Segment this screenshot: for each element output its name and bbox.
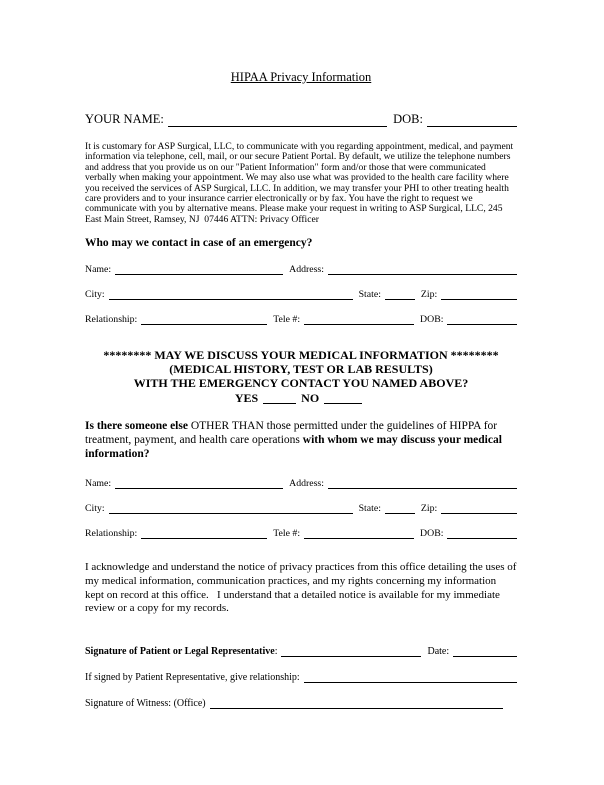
your-name-blank-line [168, 124, 387, 127]
yes-blank-line [263, 401, 296, 404]
other-dob-blank-line [447, 536, 517, 539]
yes-label: YES [234, 391, 259, 406]
other-relationship-label: Relationship: [85, 528, 138, 540]
emergency-name-address-row [85, 264, 517, 276]
other-city-state-zip-row [85, 503, 517, 515]
emergency-zip-label: Zip: [420, 289, 438, 301]
emergency-dob-blank-line [447, 322, 517, 325]
witness-signature-row [85, 698, 517, 710]
discuss-line-1: ******** MAY WE DISCUSS YOUR MEDICAL INFORMATION ******** [103, 348, 499, 363]
emergency-relationship-label: Relationship: [85, 314, 138, 326]
intro-paragraph: It is customary for ASP Surgical, LLC, to communicate with you regarding appointment, medical, and payment information via telephone, cell, mail, or our secure Patient Portal. By default, we utilize the telephone numbers and address that you provide us on our "Patient Information" form and/or those that were communicated verbally when making your appointment. We may also use what was provided to the health care facility where you received the services of ASP Surgical, LLC. In addition, we may transfer your PHI to other treating health care providers and to your insurance carrier electronically or by fax. You have the right to request we communicate with you by alternative means. Please make your request in writing to ASP Surgical, LLC, 245 East Main Street, Ramsey, NJ 07446 ATTN: Privacy Officer [85, 141, 516, 225]
other-question-regular: OTHER THAN those permitted under the guidelines of HIPPA for treatment, payment, and health care operations [85, 420, 501, 447]
patient-signature-colon: : [274, 646, 278, 658]
other-name-label: Name: [85, 478, 112, 490]
other-question-bold-start: Is there someone else [85, 420, 188, 433]
patient-signature-row [85, 646, 517, 658]
emergency-city-blank-line [109, 297, 353, 300]
other-contact-question [85, 419, 517, 461]
emergency-relationship-tele-dob-row [85, 314, 517, 326]
other-state-label: State: [358, 503, 381, 515]
emergency-state-blank-line [385, 297, 415, 300]
emergency-address-label: Address: [289, 264, 324, 276]
other-city-label: City: [85, 503, 105, 515]
other-name-address-row [85, 478, 517, 490]
other-address-label: Address: [289, 478, 324, 490]
discuss-line-3: WITH THE EMERGENCY CONTACT YOU NAMED ABOVE? [133, 376, 469, 391]
other-question-bold-end: with whom we may discuss your medical information? [85, 434, 505, 461]
emergency-name-label: Name: [85, 264, 112, 276]
your-dob-label: DOB: [393, 112, 423, 126]
emergency-city-state-zip-row [85, 289, 517, 301]
other-relationship-blank-line [141, 536, 267, 539]
emergency-tele-blank-line [304, 322, 414, 325]
representative-relationship-blank-line [304, 680, 517, 683]
other-dob-label: DOB: [420, 528, 444, 540]
emergency-relationship-blank-line [141, 322, 267, 325]
discuss-line-2: (MEDICAL HISTORY, TEST OR LAB RESULTS) [169, 362, 433, 377]
no-label: NO [301, 391, 320, 406]
emergency-address-blank-line [328, 272, 517, 275]
other-zip-label: Zip: [420, 503, 438, 515]
no-blank-line [324, 401, 362, 404]
emergency-city-label: City: [85, 289, 105, 301]
signature-date-blank-line [453, 654, 517, 657]
witness-signature-label: Signature of Witness: (Office) [85, 698, 206, 710]
other-relationship-tele-dob-row [85, 528, 517, 540]
discuss-consent-block [85, 348, 517, 405]
other-tele-blank-line [304, 536, 414, 539]
patient-signature-blank-line [281, 654, 421, 657]
other-name-blank-line [115, 486, 283, 489]
emergency-name-blank-line [115, 272, 283, 275]
emergency-heading: Who may we contact in case of an emergency? [85, 237, 313, 250]
other-zip-blank-line [441, 511, 517, 514]
other-city-blank-line [109, 511, 353, 514]
emergency-tele-label: Tele #: [273, 314, 301, 326]
patient-signature-label: Signature of Patient or Legal Representative [85, 646, 275, 658]
your-dob-blank-line [427, 124, 517, 127]
representative-relationship-row [85, 672, 517, 684]
acknowledgment-paragraph: I acknowledge and understand the notice of privacy practices from this office detailing the uses of my medical information, communication practices, and my rights concerning my information kept on record at this office. I understand that a detailed notice is available for my immediate review or a copy for my records. [85, 561, 520, 615]
other-address-blank-line [328, 486, 517, 489]
your-name-label: YOUR NAME: [85, 112, 164, 126]
emergency-dob-label: DOB: [420, 314, 444, 326]
witness-signature-blank-line [210, 706, 503, 709]
your-name-row [85, 112, 517, 127]
yes-no-row [85, 391, 517, 405]
signature-date-label: Date: [427, 646, 450, 658]
page-title [85, 70, 517, 84]
other-state-blank-line [385, 511, 415, 514]
representative-relationship-label: If signed by Patient Representative, give relationship: [85, 672, 300, 684]
emergency-state-label: State: [358, 289, 381, 301]
other-tele-label: Tele #: [273, 528, 301, 540]
emergency-zip-blank-line [441, 297, 517, 300]
page-title-text: HIPAA Privacy Information [230, 70, 372, 84]
